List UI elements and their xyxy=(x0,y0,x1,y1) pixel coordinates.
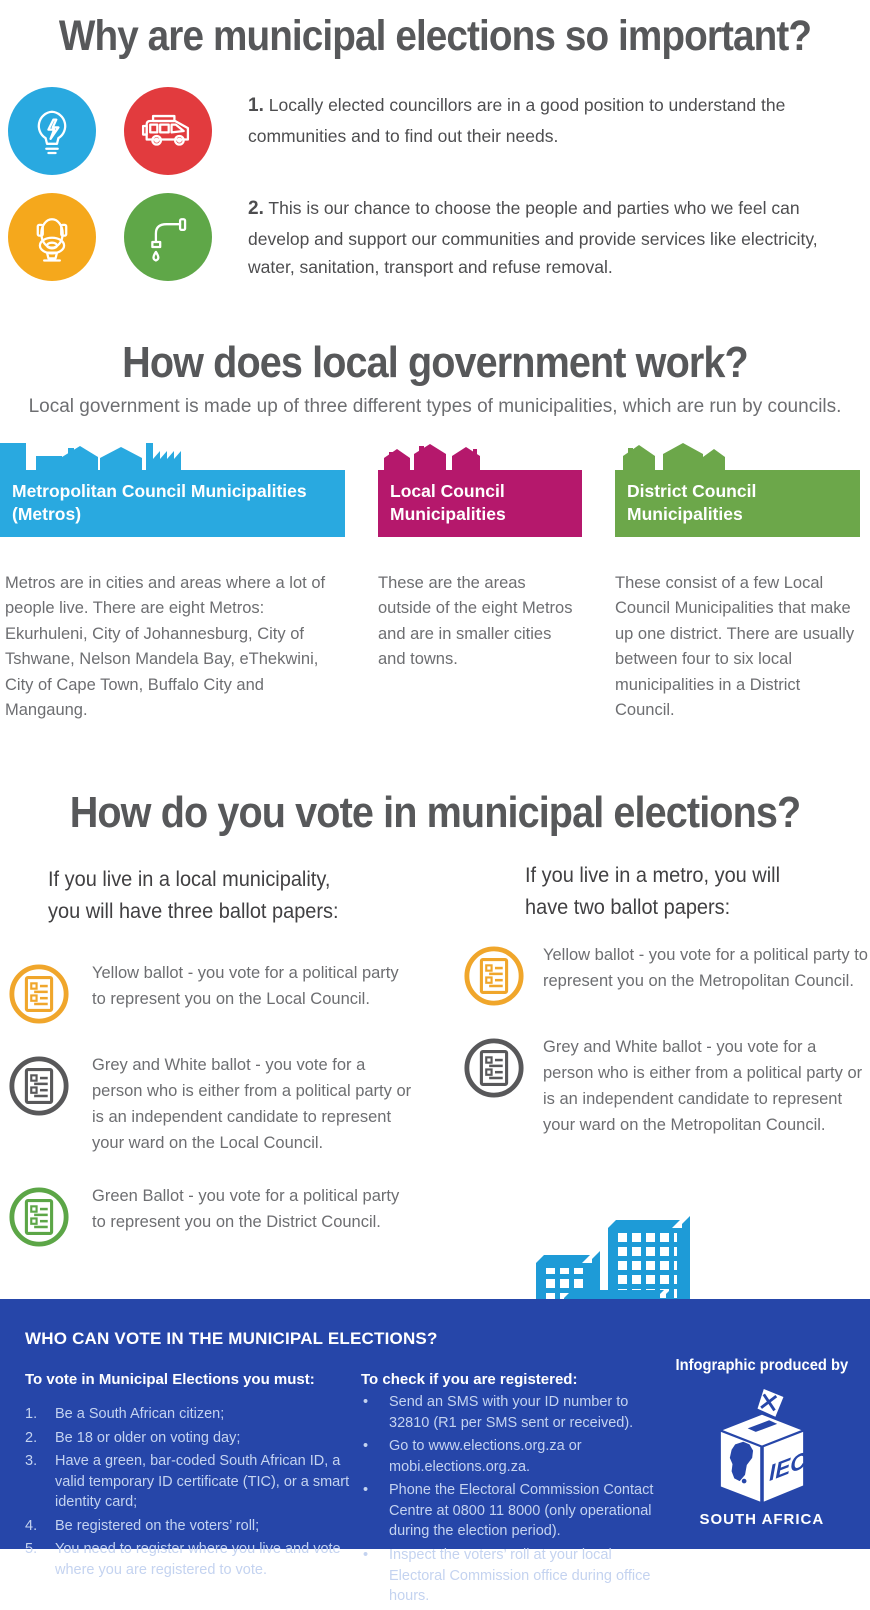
district-title-line2: Municipalities xyxy=(627,504,743,525)
transport-minibus-icon xyxy=(124,87,212,175)
item-text: Have a green, bar-coded South African ID, a valid temporary ID certificate (TIC), or a smart identity card; xyxy=(55,1453,350,1511)
metro-title-line1: Metropolitan Council Municipalities xyxy=(12,480,307,501)
bullet-icon: • xyxy=(363,1482,369,1499)
municipality-columns xyxy=(0,440,870,741)
ballot-description: Grey and White ballot - you vote for a person who is either from a political party or is an independent candidate to represent your ward on the Metropolitan Council. xyxy=(543,1038,863,1134)
iec-logo-text: IEC xyxy=(768,1446,807,1486)
metro-ballots-intro xyxy=(525,860,851,923)
credit-column xyxy=(671,1357,853,1610)
item-text: Be a South African citizen; xyxy=(55,1406,225,1422)
vote-requirements-title: To vote in Municipal Elections you must: xyxy=(25,1371,315,1388)
service-icon-grid xyxy=(8,87,212,282)
intro-line: If you live in a local municipality, xyxy=(48,868,331,892)
why-section xyxy=(0,87,870,282)
intro-line: have two ballot papers: xyxy=(525,895,731,919)
why-point-2 xyxy=(248,194,858,281)
list-item xyxy=(25,1404,357,1425)
list-item xyxy=(25,1539,357,1580)
item-text: Phone the Electoral Commission Contact Centre at 0800 11 8000 (only operational during the election period). xyxy=(389,1482,654,1540)
grey-ballot-item xyxy=(463,1033,868,1138)
metro-description: Metros are in cities and areas where a lot of people live. There are eight Metros: Ekurhuleni, City of Johannesburg, City of Tshwane, Nelson Mandela Bay, eThekwini, City of Cape Town, Buffalo City and Mangaung. xyxy=(5,573,326,720)
item-text: Inspect the voters’ roll at your local Electoral Commission office during office hours. xyxy=(389,1547,651,1605)
item-number: 4. xyxy=(25,1517,38,1534)
footer xyxy=(0,1299,870,1605)
vote-requirements-column xyxy=(25,1371,357,1610)
intro-line: you will have three ballot papers: xyxy=(48,899,339,923)
point-text: This is our chance to choose the people and parties who we feel can develop and support our communities and provide services like electricity, water, sanitation, transport and refuse removal. xyxy=(248,198,818,278)
list-item xyxy=(361,1436,667,1477)
district-council-description: These consist of a few Local Council Municipalities that make up one district. There are usually between four to six local municipalities in a District Council. xyxy=(615,573,855,720)
item-number: 5. xyxy=(25,1541,38,1558)
metro-title-line2: (Metros) xyxy=(12,504,82,525)
local-council-column xyxy=(378,440,582,741)
houses-skyline-icon xyxy=(378,440,582,470)
sanitation-toilet-icon xyxy=(8,193,96,281)
local-council-header xyxy=(378,440,582,537)
district-council-title-bar xyxy=(615,470,860,537)
item-number: 2. xyxy=(25,1429,38,1446)
vote-requirements-list xyxy=(25,1404,357,1581)
footer-columns xyxy=(25,1357,849,1610)
district-council-header xyxy=(615,440,860,537)
footer-heading: WHO CAN VOTE IN THE MUNICIPAL ELECTIONS? xyxy=(25,1329,438,1348)
why-point-1 xyxy=(248,91,858,150)
iec-caption: SOUTH AFRICA xyxy=(699,1511,825,1528)
ballot-description: Green Ballot - you vote for a political party to represent you on the District Council. xyxy=(92,1187,400,1232)
ballot-paper-icon xyxy=(463,945,525,1007)
list-item xyxy=(25,1428,357,1449)
item-text: Go to www.elections.org.za or mobi.elections.org.za. xyxy=(389,1438,582,1475)
vote-section-heading: How do you vote in municipal elections? xyxy=(69,788,801,838)
produced-by-label: Infographic produced by xyxy=(675,1357,849,1374)
list-item xyxy=(25,1516,357,1537)
local-title-line1: Local Council xyxy=(390,480,505,501)
iec-ballot-box-logo xyxy=(706,1389,818,1507)
ballot-paper-icon xyxy=(8,1186,70,1248)
local-council-description: These are the areas outside of the eight Metros and are in smaller cities and towns. xyxy=(378,573,573,669)
item-text: You need to register where you live and vote where you are registered to vote. xyxy=(55,1541,341,1579)
page-title: Why are municipal elections so important? xyxy=(58,12,812,60)
houses-skyline-icon xyxy=(615,440,860,470)
check-registration-list xyxy=(361,1392,667,1607)
government-section-subtitle: Local government is made up of three different types of municipalities, which are run by councils. xyxy=(28,395,842,417)
list-item xyxy=(25,1451,357,1513)
ballot-description: Yellow ballot - you vote for a political party to represent you on the Local Council. xyxy=(92,964,399,1009)
ballot-description: Yellow ballot - you vote for a political party to represent you on the Metropolitan Council. xyxy=(543,946,868,991)
check-registration-column xyxy=(361,1371,667,1610)
intro-line: If you live in a metro, you will xyxy=(525,864,781,888)
point-number: 2. xyxy=(248,198,264,220)
local-ballots-column xyxy=(8,854,453,1274)
local-title-line2: Municipalities xyxy=(390,504,506,525)
yellow-ballot-item xyxy=(463,941,868,1007)
district-title-line1: District Council xyxy=(627,480,757,501)
list-item xyxy=(361,1480,667,1542)
government-section-heading: How does local government work? xyxy=(122,337,748,387)
bullet-icon: • xyxy=(363,1394,369,1410)
item-text: Send an SMS with your ID number to 32810 (R1 per SMS sent or received). xyxy=(389,1394,634,1431)
bullet-icon: • xyxy=(363,1438,369,1455)
item-text: Be 18 or older on voting day; xyxy=(55,1429,241,1446)
local-ballots-intro xyxy=(48,864,433,927)
water-tap-icon xyxy=(124,193,212,281)
why-points xyxy=(212,87,870,282)
bullet-icon: • xyxy=(363,1547,369,1564)
yellow-ballot-item xyxy=(8,959,453,1025)
metro-header xyxy=(0,440,345,537)
ballot-paper-icon xyxy=(8,963,70,1025)
item-number: 1. xyxy=(25,1406,38,1422)
list-item xyxy=(361,1545,667,1607)
electricity-lightbulb-icon xyxy=(8,87,96,175)
ballot-paper-icon xyxy=(8,1055,70,1117)
item-number: 3. xyxy=(25,1453,38,1470)
city-skyline-icon xyxy=(0,440,345,470)
check-registration-title: To check if you are registered: xyxy=(361,1371,578,1388)
ballot-description: Grey and White ballot - you vote for a person who is either from a political party or is an independent candidate to represent your ward on the Local Council. xyxy=(92,1056,412,1152)
item-text: Be registered on the voters’ roll; xyxy=(55,1517,260,1534)
metro-title-bar xyxy=(0,470,345,537)
metro-ballots-column xyxy=(463,854,868,1274)
point-number: 1. xyxy=(248,95,264,116)
ballot-paper-icon xyxy=(463,1037,525,1099)
point-text: Locally elected councillors are in a good position to understand the communities and to find out their needs. xyxy=(248,95,786,146)
metro-column xyxy=(0,440,345,741)
list-item xyxy=(361,1392,667,1433)
vote-columns xyxy=(0,854,870,1274)
local-council-title-bar xyxy=(378,470,582,537)
district-council-column xyxy=(615,440,860,741)
green-ballot-item xyxy=(8,1182,453,1248)
grey-ballot-item xyxy=(8,1051,453,1156)
